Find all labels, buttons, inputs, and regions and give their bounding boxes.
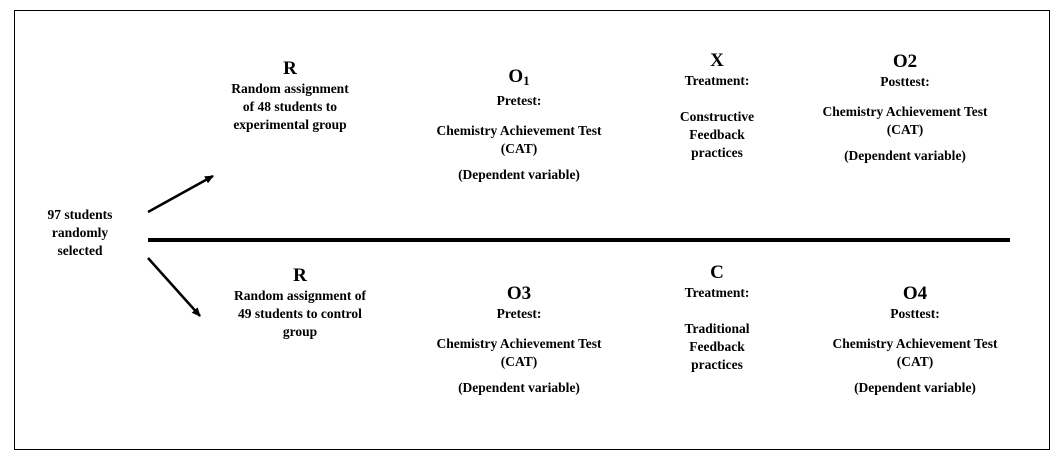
control-assignment-line-2: 49 students to control bbox=[238, 306, 362, 321]
control-treatment bbox=[660, 262, 774, 374]
experimental-assignment-line-2: of 48 students to bbox=[242, 99, 338, 114]
control-pretest-variable: (Dependent variable) bbox=[458, 380, 580, 395]
control-pretest-test-line-1: Chemistry Achievement Test bbox=[436, 336, 602, 351]
experimental-pretest-test-line-2: (CAT) bbox=[500, 141, 538, 156]
arrow-to-experimental bbox=[148, 176, 213, 212]
students-line-3: selected bbox=[57, 243, 103, 258]
experimental-treatment bbox=[660, 50, 774, 162]
control-posttest-test-line-1: Chemistry Achievement Test bbox=[832, 336, 998, 351]
experimental-pretest-head: $O_1$ bbox=[508, 66, 530, 88]
experimental-assignment-head: R bbox=[283, 58, 297, 79]
experimental-pretest-label: Pretest: bbox=[496, 93, 542, 108]
control-treatment-line-3: practices bbox=[691, 357, 743, 372]
control-assignment-head: R bbox=[293, 265, 307, 286]
experimental-posttest-test-line-2: (CAT) bbox=[886, 122, 924, 137]
control-assignment-line-1: Random assignment of bbox=[233, 288, 366, 303]
control-assignment-line-3: group bbox=[282, 324, 318, 339]
control-treatment-head: C bbox=[710, 262, 724, 283]
experimental-assignment-line-3: experimental group bbox=[233, 117, 347, 132]
students-line-1: 97 students bbox=[47, 207, 113, 222]
experimental-pretest-test-line-1: Chemistry Achievement Test bbox=[436, 123, 602, 138]
experimental-posttest-test-line-1: Chemistry Achievement Test bbox=[822, 104, 988, 119]
experimental-posttest-variable: (Dependent variable) bbox=[844, 148, 966, 163]
control-pretest bbox=[409, 283, 629, 397]
experimental-pretest bbox=[409, 66, 629, 184]
experimental-treatment-line-1: Constructive bbox=[679, 109, 755, 124]
experimental-posttest-head: O2 bbox=[892, 51, 918, 72]
experimental-treatment-label: Treatment: bbox=[684, 73, 750, 88]
control-posttest-variable: (Dependent variable) bbox=[854, 380, 976, 395]
control-pretest-label: Pretest: bbox=[496, 306, 542, 321]
arrow-to-control bbox=[148, 258, 200, 316]
control-treatment-line-1: Traditional bbox=[684, 321, 750, 336]
experimental-assignment-line-1: Random assignment bbox=[231, 81, 349, 96]
experimental-treatment-line-3: practices bbox=[691, 145, 743, 160]
experimental-treatment-line-2: Feedback bbox=[689, 127, 745, 142]
experimental-treatment-head: X bbox=[710, 50, 724, 71]
control-posttest-label: Posttest: bbox=[890, 306, 940, 321]
control-posttest-head: O4 bbox=[902, 283, 928, 304]
control-treatment-label: Treatment: bbox=[684, 285, 750, 300]
control-posttest-test-line-2: (CAT) bbox=[896, 354, 934, 369]
students-label bbox=[28, 206, 132, 260]
control-pretest-test-line-2: (CAT) bbox=[500, 354, 538, 369]
experimental-pretest-variable: (Dependent variable) bbox=[458, 167, 580, 182]
experimental-posttest bbox=[795, 51, 1015, 165]
control-pretest-head: O3 bbox=[506, 283, 532, 304]
control-treatment-line-2: Feedback bbox=[689, 339, 745, 354]
control-posttest bbox=[805, 283, 1025, 397]
experimental-posttest-label: Posttest: bbox=[880, 74, 930, 89]
students-line-2: randomly bbox=[51, 225, 109, 240]
control-assignment bbox=[205, 265, 395, 341]
experimental-assignment bbox=[205, 58, 375, 134]
